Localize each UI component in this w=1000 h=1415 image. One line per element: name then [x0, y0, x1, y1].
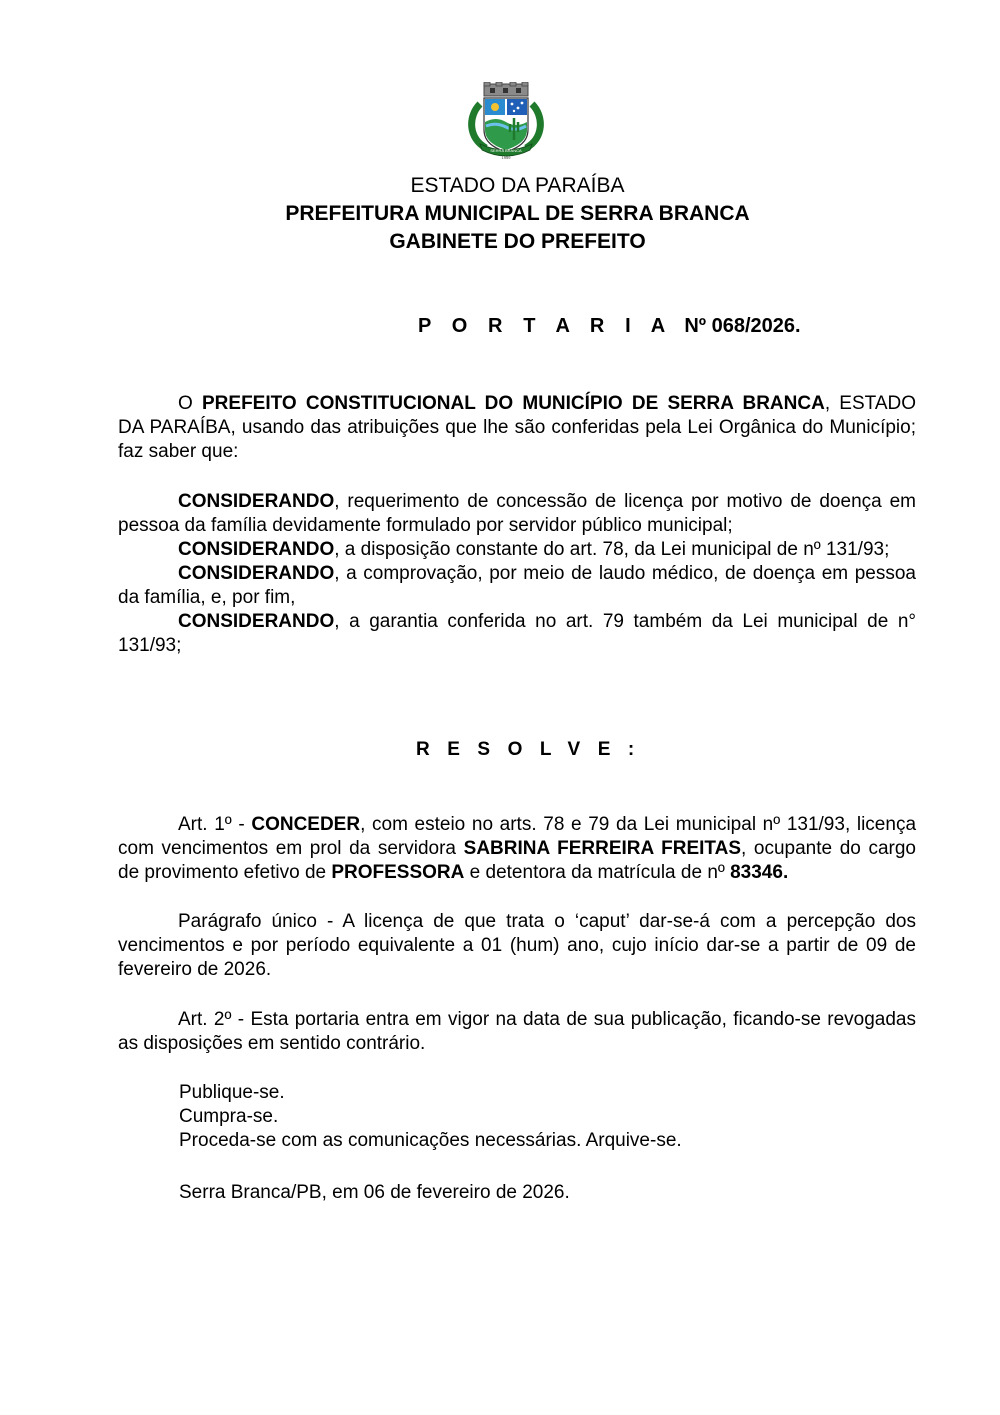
consideration-keyword: CONSIDERANDO	[178, 611, 335, 632]
consideration-item	[118, 538, 916, 562]
art1-verb: CONCEDER	[251, 814, 361, 835]
municipal-crest-icon	[466, 82, 546, 160]
document-header	[0, 172, 1000, 256]
intro-rest: , ESTADO DA PARAÍBA, usando das atribuições que lhe são conferidas pela Lei Orgânica do Município; faz saber que:	[118, 393, 917, 462]
crest-year: 1959	[501, 155, 511, 160]
portaria-title	[418, 314, 801, 338]
consideration-item	[118, 490, 916, 538]
art1-registration: 83346.	[730, 862, 789, 883]
consideration-keyword: CONSIDERANDO	[178, 491, 335, 512]
header-office: GABINETE DO PREFEITO	[389, 230, 646, 253]
consideration-text: , a comprovação, por meio de laudo médico, de doença em pessoa da família, e, por fim,	[118, 563, 916, 608]
intro-lead: O	[178, 393, 193, 414]
intro-authority: PREFEITO CONSTITUCIONAL DO MUNICÍPIO DE SERRA BRANCA	[202, 393, 825, 414]
paragraph-unico	[118, 910, 916, 982]
art2-text: Art. 2º - Esta portaria entra em vigor na data de sua publicação, ficando-se revogadas as disposições em sentido contrário.	[118, 1009, 916, 1054]
art1-role: PROFESSORA	[331, 862, 465, 883]
resolve-heading: RESOLVE:	[416, 739, 652, 760]
header-prefecture: PREFEITURA MUNICIPAL DE SERRA BRANCA	[285, 202, 750, 225]
paragraph-text: Parágrafo único - A licença de que trata o ‘caput’ dar-se-á com a percepção dos vencimentos e por período equivalente a 01 (hum) ano, cujo início dar-se a partir de 09 de fevereiro de 2026.	[118, 911, 916, 980]
portaria-label: P O R T A R I A	[418, 315, 673, 337]
consideration-text: , a garantia conferida no art. 79 também da Lei municipal de n° 131/93;	[118, 611, 916, 656]
consideration-item	[118, 610, 916, 658]
art1-text3: e detentora da matrícula de nº	[469, 862, 725, 883]
intro-paragraph	[118, 392, 916, 464]
art1-text1: , com esteio no arts. 78 e 79 da Lei municipal nº 131/93, licença com vencimentos em prol da servidora	[118, 814, 917, 859]
art1-server-name: SABRINA FERREIRA FREITAS	[463, 838, 742, 859]
closing-block	[179, 1081, 682, 1153]
closing-line: Publique-se.	[179, 1082, 285, 1103]
considerations-list	[118, 490, 916, 658]
closing-line: Proceda-se com as comunicações necessárias. Arquive-se.	[179, 1130, 682, 1151]
art1-text2: , ocupante do cargo de provimento efetivo de	[118, 838, 916, 883]
consideration-keyword: CONSIDERANDO	[178, 563, 335, 584]
closing-line: Cumpra-se.	[179, 1106, 279, 1127]
consideration-text: , a disposição constante do art. 78, da Lei municipal de nº 131/93;	[334, 539, 890, 560]
article-1	[118, 813, 916, 885]
art1-lead: Art. 1º -	[178, 814, 245, 835]
place-date: Serra Branca/PB, em 06 de fevereiro de 2026.	[179, 1182, 570, 1203]
header-state: ESTADO DA PARAÍBA	[410, 174, 625, 197]
article-2	[118, 1008, 916, 1056]
consideration-item	[118, 562, 916, 610]
portaria-number: Nº 068/2026.	[684, 315, 801, 337]
consideration-keyword: CONSIDERANDO	[178, 539, 335, 560]
crest-banner-text: SERRA BRANCA	[490, 148, 522, 153]
consideration-text: , requerimento de concessão de licença por motivo de doença em pessoa da família devidamente formulado por servidor público municipal;	[118, 491, 916, 536]
